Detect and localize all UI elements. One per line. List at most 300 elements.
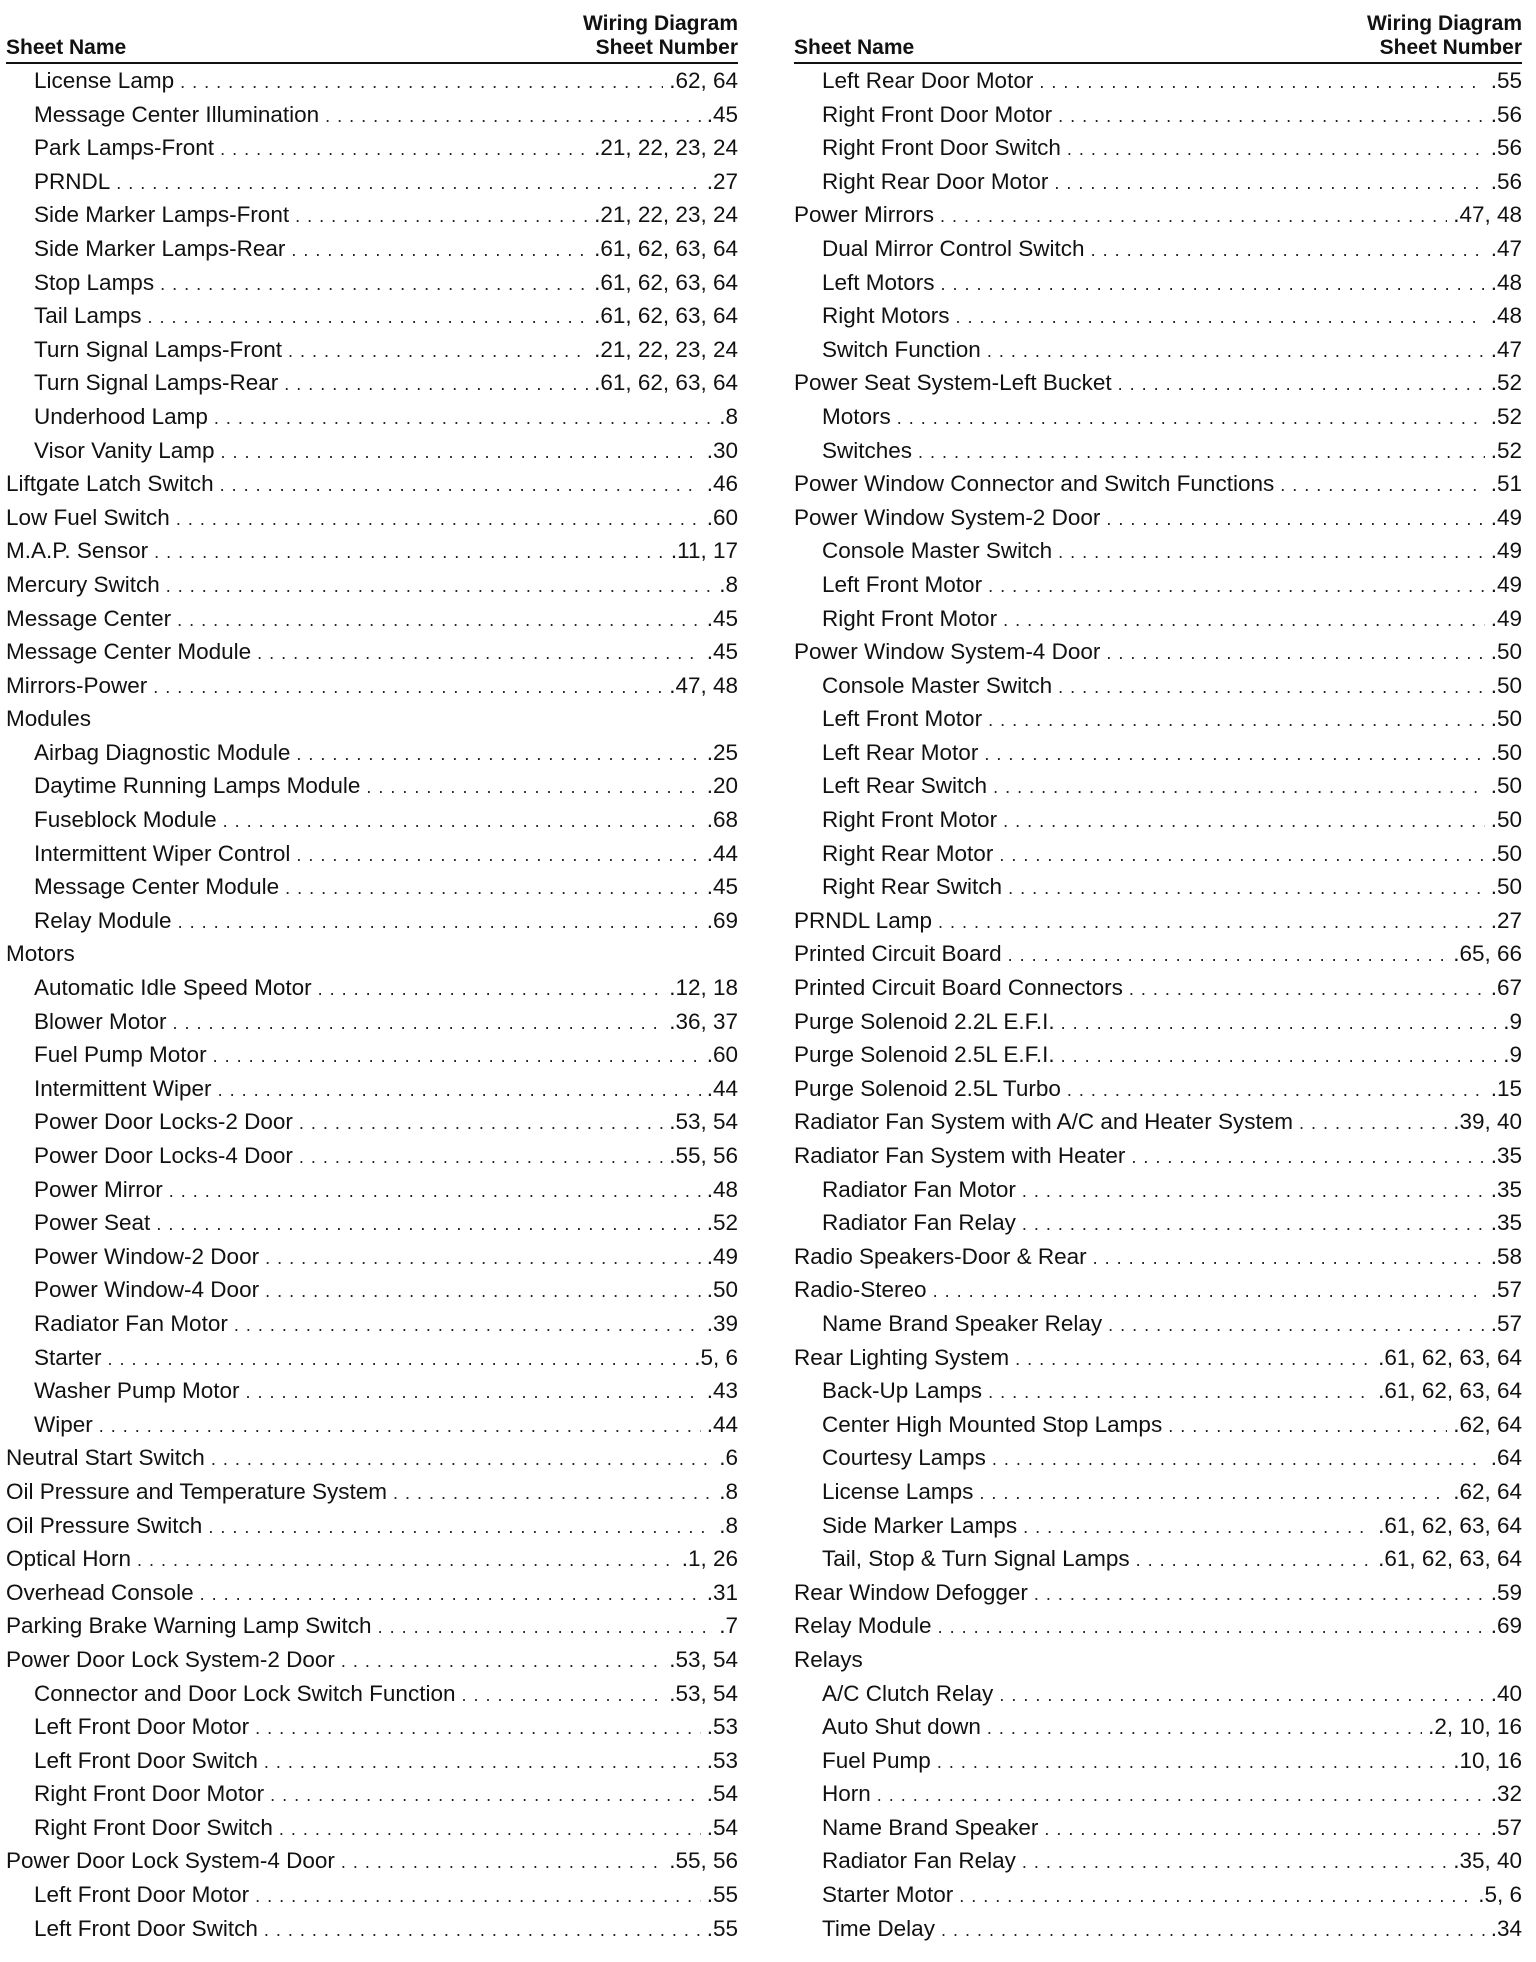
dot-leader xyxy=(979,1477,1447,1511)
entry-sheet-number: .50 xyxy=(1490,807,1522,833)
entry-sheet-number: .39, 40 xyxy=(1453,1109,1522,1135)
index-entry xyxy=(6,1441,738,1475)
dot-leader xyxy=(180,66,663,100)
entry-label: Left Rear Switch xyxy=(822,773,988,799)
entry-sheet-number: .44 xyxy=(706,1411,738,1437)
index-entry xyxy=(6,1509,738,1543)
entry-sheet-number: .50 xyxy=(1490,739,1522,765)
entry-label: Radio Speakers-Door & Rear xyxy=(794,1243,1087,1269)
dot-leader xyxy=(223,805,701,839)
dot-leader xyxy=(1022,1846,1447,1880)
dot-leader xyxy=(1280,469,1484,503)
sheet-number-heading xyxy=(583,12,738,60)
entry-label: Console Master Switch xyxy=(822,672,1053,698)
entry-sheet-number: .61, 62, 63, 64 xyxy=(1378,1378,1522,1404)
index-entry xyxy=(6,602,738,636)
entry-label: Message Center xyxy=(6,605,172,631)
entry-sheet-number: .56 xyxy=(1490,135,1522,161)
entry-sheet-number: .27 xyxy=(1490,907,1522,933)
entry-label: Power Window System-2 Door xyxy=(794,504,1101,530)
dot-leader xyxy=(999,839,1484,873)
entry-sheet-number: .68 xyxy=(706,807,738,833)
dot-leader xyxy=(941,1914,1485,1948)
entry-label: Oil Pressure and Temperature System xyxy=(6,1478,387,1504)
entry-sheet-number: .53, 54 xyxy=(669,1109,738,1135)
dot-leader xyxy=(1136,1544,1372,1578)
entry-label: Power Seat System-Left Bucket xyxy=(794,370,1112,396)
dot-leader xyxy=(1106,503,1484,537)
entry-sheet-number: .52 xyxy=(1490,370,1522,396)
index-entry xyxy=(6,1811,738,1845)
entry-sheet-number: .61, 62, 63, 64 xyxy=(594,235,738,261)
index-entry xyxy=(794,568,1522,602)
index-entry xyxy=(794,1139,1522,1173)
index-entry xyxy=(6,131,738,165)
entry-label: Power Door Lock System-2 Door xyxy=(6,1646,335,1672)
sheet-number-label: Sheet Number xyxy=(595,36,738,59)
entry-label: Printed Circuit Board xyxy=(794,941,1002,967)
entry-sheet-number: .47 xyxy=(1490,336,1522,362)
dot-leader xyxy=(200,1578,701,1612)
dot-leader xyxy=(108,1343,689,1377)
entry-sheet-number: .53, 54 xyxy=(669,1646,738,1672)
entry-sheet-number: .60 xyxy=(706,1042,738,1068)
index-entry xyxy=(6,1240,738,1274)
index-entry xyxy=(794,1542,1522,1576)
dot-leader xyxy=(1022,1208,1485,1242)
entry-label: Left Front Motor xyxy=(822,706,983,732)
entry-sheet-number: .1, 26 xyxy=(681,1546,738,1572)
entry-label: Visor Vanity Lamp xyxy=(34,437,215,463)
entry-sheet-number: .49 xyxy=(1490,605,1522,631)
entry-sheet-number: .30 xyxy=(706,437,738,463)
entry-sheet-number: .49 xyxy=(1490,504,1522,530)
dot-leader xyxy=(993,771,1485,805)
index-entry xyxy=(6,1307,738,1341)
column-header xyxy=(794,6,1522,64)
entry-label: Radiator Fan Motor xyxy=(34,1310,228,1336)
dot-leader xyxy=(897,402,1485,436)
entry-sheet-number: .49 xyxy=(706,1243,738,1269)
index-entry xyxy=(6,1475,738,1509)
index-entry xyxy=(6,434,738,468)
entry-sheet-number: .61, 62, 63, 64 xyxy=(1378,1344,1522,1370)
index-entry xyxy=(794,803,1522,837)
entry-sheet-number: .12, 18 xyxy=(669,975,738,1001)
entry-label: Side Marker Lamps-Front xyxy=(34,202,290,228)
dot-leader xyxy=(148,301,589,335)
entry-sheet-number: .7 xyxy=(719,1613,738,1639)
entry-label: Parking Brake Warning Lamp Switch xyxy=(6,1613,372,1639)
entry-sheet-number: .55 xyxy=(706,1882,738,1908)
index-entry xyxy=(794,1038,1522,1072)
entry-label: Relay Module xyxy=(34,907,172,933)
dot-leader xyxy=(1058,100,1485,134)
entry-sheet-number: .67 xyxy=(1490,975,1522,1001)
index-entry xyxy=(794,1173,1522,1207)
index-entry xyxy=(794,198,1522,232)
entry-label: Neutral Start Switch xyxy=(6,1445,205,1471)
entry-sheet-number: .45 xyxy=(706,101,738,127)
index-entry xyxy=(6,669,738,703)
dot-leader xyxy=(1058,536,1485,570)
entry-label: Left Front Door Switch xyxy=(34,1747,258,1773)
index-entry xyxy=(6,1341,738,1375)
entry-sheet-number: .47, 48 xyxy=(1453,202,1522,228)
entry-sheet-number: .35 xyxy=(1490,1210,1522,1236)
entry-label: Printed Circuit Board Connectors xyxy=(794,975,1123,1001)
entry-label: Turn Signal Lamps-Rear xyxy=(34,370,279,396)
entry-sheet-number: .20 xyxy=(706,773,738,799)
entry-label: Automatic Idle Speed Motor xyxy=(34,975,312,1001)
entry-label: Switch Function xyxy=(822,336,981,362)
dot-leader xyxy=(156,1208,700,1242)
index-entry xyxy=(794,870,1522,904)
index-column-right xyxy=(794,6,1522,1945)
entry-label: Side Marker Lamps-Rear xyxy=(34,235,286,261)
dot-leader xyxy=(153,671,663,705)
index-entry xyxy=(794,434,1522,468)
entry-sheet-number: .57 xyxy=(1490,1310,1522,1336)
entry-label: Dual Mirror Control Switch xyxy=(822,235,1085,261)
dot-leader xyxy=(366,771,700,805)
dot-leader xyxy=(378,1611,714,1645)
entry-sheet-number: .54 xyxy=(706,1814,738,1840)
entry-label: Park Lamps-Front xyxy=(34,135,215,161)
dot-leader xyxy=(166,570,713,604)
entry-sheet-number: .11, 17 xyxy=(670,538,738,564)
dot-leader xyxy=(1008,939,1448,973)
entry-label: Courtesy Lamps xyxy=(822,1445,986,1471)
entry-label: PRNDL xyxy=(34,168,111,194)
entry-label: Left Front Motor xyxy=(822,571,983,597)
entry-label: Low Fuel Switch xyxy=(6,504,170,530)
index-entry xyxy=(6,736,738,770)
index-entry xyxy=(794,467,1522,501)
entry-sheet-number: .69 xyxy=(706,907,738,933)
sheet-number-label: Sheet Number xyxy=(1379,36,1522,59)
entry-sheet-number: .50 xyxy=(1490,874,1522,900)
index-entry xyxy=(6,1038,738,1072)
dot-leader xyxy=(270,1779,701,1813)
index-entry xyxy=(794,98,1522,132)
entry-sheet-number: .54 xyxy=(706,1781,738,1807)
entry-label: Stop Lamps xyxy=(34,269,155,295)
entry-label: Right Front Door Switch xyxy=(822,135,1061,161)
entry-sheet-number: .50 xyxy=(1490,672,1522,698)
entry-sheet-number: .36, 37 xyxy=(669,1008,738,1034)
index-entry xyxy=(6,400,738,434)
index-entry xyxy=(794,1105,1522,1139)
entry-label: Horn xyxy=(822,1781,871,1807)
entry-label: Motors xyxy=(6,941,75,967)
index-entry xyxy=(6,1677,738,1711)
dot-leader xyxy=(177,604,701,638)
dot-leader xyxy=(208,1511,713,1545)
entry-label: Blower Motor xyxy=(34,1008,167,1034)
dot-leader xyxy=(116,167,700,201)
dot-leader xyxy=(941,268,1485,302)
dot-leader xyxy=(999,1679,1484,1713)
entry-sheet-number: .48 xyxy=(1490,303,1522,329)
dot-leader xyxy=(288,335,588,369)
entry-sheet-number: .50 xyxy=(1490,773,1522,799)
dot-leader xyxy=(1118,368,1485,402)
dot-leader xyxy=(1061,1040,1498,1074)
entry-label: Relays xyxy=(794,1646,863,1672)
index-entry xyxy=(6,501,738,535)
dot-leader xyxy=(918,436,1485,470)
index-entry xyxy=(6,198,738,232)
entry-label: Left Rear Motor xyxy=(822,739,979,765)
index-entry xyxy=(6,937,738,971)
dot-leader xyxy=(1015,1343,1372,1377)
dot-leader xyxy=(264,1746,701,1780)
entry-sheet-number: .61, 62, 63, 64 xyxy=(594,370,738,396)
index-rows-right xyxy=(794,64,1522,1945)
entry-label: Time Delay xyxy=(822,1915,935,1941)
entry-sheet-number: .59 xyxy=(1490,1579,1522,1605)
index-entry xyxy=(794,904,1522,938)
index-entry xyxy=(6,232,738,266)
entry-sheet-number: .47, 48 xyxy=(669,672,738,698)
index-entry xyxy=(794,1240,1522,1274)
index-entry xyxy=(6,904,738,938)
index-entry xyxy=(6,299,738,333)
index-entry xyxy=(6,1173,738,1207)
index-entry xyxy=(794,1912,1522,1946)
entry-sheet-number: .50 xyxy=(1490,639,1522,665)
entry-sheet-number: .56 xyxy=(1490,101,1522,127)
entry-label: Power Mirror xyxy=(34,1176,163,1202)
dot-leader xyxy=(1023,1511,1372,1545)
entry-label: Left Front Door Motor xyxy=(34,1714,250,1740)
entry-label: Liftgate Latch Switch xyxy=(6,471,214,497)
dot-leader xyxy=(279,1813,701,1847)
entry-sheet-number: .62, 64 xyxy=(1453,1411,1522,1437)
entry-label: Right Front Door Switch xyxy=(34,1814,273,1840)
entry-sheet-number: .8 xyxy=(719,571,738,597)
entry-label: Power Door Lock System-4 Door xyxy=(6,1848,335,1874)
index-entry xyxy=(6,534,738,568)
index-entry xyxy=(794,1206,1522,1240)
dot-leader xyxy=(1039,66,1484,100)
entry-label: Left Front Door Switch xyxy=(34,1915,258,1941)
entry-label: Modules xyxy=(6,706,92,732)
entry-label: Washer Pump Motor xyxy=(34,1378,240,1404)
entry-sheet-number: .55 xyxy=(1490,68,1522,93)
entry-label: Right Front Motor xyxy=(822,807,998,833)
dot-leader xyxy=(1091,234,1485,268)
sheet-name-heading: Sheet Name xyxy=(794,36,915,59)
dot-leader xyxy=(341,1645,663,1679)
index-entry xyxy=(794,1643,1522,1677)
dot-leader xyxy=(245,1376,700,1410)
entry-sheet-number: .61, 62, 63, 64 xyxy=(1378,1546,1522,1572)
entry-sheet-number: .53, 54 xyxy=(669,1680,738,1706)
entry-sheet-number: .60 xyxy=(706,504,738,530)
entry-label: Fuel Pump Motor xyxy=(34,1042,207,1068)
entry-sheet-number: .8 xyxy=(719,1478,738,1504)
index-entry xyxy=(6,568,738,602)
index-entry xyxy=(794,266,1522,300)
entry-sheet-number: .49 xyxy=(1490,538,1522,564)
entry-sheet-number: .8 xyxy=(719,403,738,429)
dot-leader xyxy=(154,536,665,570)
dot-leader xyxy=(1044,1813,1484,1847)
dot-leader xyxy=(1067,133,1485,167)
dot-leader xyxy=(265,1242,701,1276)
entry-label: License Lamp xyxy=(34,68,175,93)
entry-label: Tail, Stop & Turn Signal Lamps xyxy=(822,1546,1130,1572)
entry-label: Name Brand Speaker Relay xyxy=(822,1310,1103,1336)
index-entry xyxy=(6,1105,738,1139)
index-entry xyxy=(794,1509,1522,1543)
index-entry xyxy=(794,1844,1522,1878)
entry-label: Relay Module xyxy=(794,1613,932,1639)
dot-leader xyxy=(1093,1242,1485,1276)
column-header xyxy=(6,6,738,64)
entry-sheet-number: .49 xyxy=(1490,571,1522,597)
index-entry xyxy=(6,1643,738,1677)
entry-label: Left Motors xyxy=(822,269,935,295)
dot-leader xyxy=(257,637,701,671)
entry-sheet-number: .52 xyxy=(1490,437,1522,463)
entry-label: Radiator Fan Motor xyxy=(822,1176,1016,1202)
entry-label: Right Motors xyxy=(822,303,950,329)
entry-label: Airbag Diagnostic Module xyxy=(34,739,291,765)
index-entry xyxy=(6,870,738,904)
entry-sheet-number: .62, 64 xyxy=(1453,1478,1522,1504)
entry-label: Daytime Running Lamps Module xyxy=(34,773,361,799)
index-entry xyxy=(794,333,1522,367)
entry-sheet-number: .5, 6 xyxy=(694,1344,738,1370)
dot-leader xyxy=(211,1443,713,1477)
entry-label: Left Front Door Motor xyxy=(34,1882,250,1908)
dot-leader xyxy=(1067,1074,1485,1108)
entry-sheet-number: .64 xyxy=(1490,1445,1522,1471)
index-entry xyxy=(794,602,1522,636)
entry-label: Radiator Fan Relay xyxy=(822,1210,1016,1236)
dot-leader xyxy=(1299,1107,1447,1141)
index-entry xyxy=(6,64,738,98)
entry-label: Rear Lighting System xyxy=(794,1344,1010,1370)
index-entry xyxy=(6,803,738,837)
entry-label: Center High Mounted Stop Lamps xyxy=(822,1411,1163,1437)
entry-sheet-number: .50 xyxy=(1490,706,1522,732)
entry-sheet-number: .6 xyxy=(719,1445,738,1471)
entry-label: A/C Clutch Relay xyxy=(822,1680,994,1706)
entry-label: M.A.P. Sensor xyxy=(6,538,149,564)
entry-label: PRNDL Lamp xyxy=(794,907,932,933)
dot-leader xyxy=(1008,872,1485,906)
index-entry xyxy=(794,837,1522,871)
entry-label: Power Window Connector and Switch Functions xyxy=(794,471,1275,497)
dot-leader xyxy=(1034,1578,1485,1612)
entry-label: Right Rear Door Motor xyxy=(822,168,1049,194)
dot-leader xyxy=(234,1309,701,1343)
index-entry xyxy=(794,131,1522,165)
entry-sheet-number: .27 xyxy=(706,168,738,194)
entry-sheet-number: .56 xyxy=(1490,168,1522,194)
index-entry xyxy=(6,769,738,803)
entry-sheet-number: .21, 22, 23, 24 xyxy=(594,135,738,161)
entry-label: Starter Motor xyxy=(822,1882,954,1908)
entry-sheet-number: .57 xyxy=(1490,1814,1522,1840)
index-entry xyxy=(794,1307,1522,1341)
dot-leader xyxy=(933,1275,1485,1309)
entry-label: Back-Up Lamps xyxy=(822,1378,983,1404)
entry-label: Right Front Door Motor xyxy=(822,101,1053,127)
dot-leader xyxy=(213,1040,701,1074)
entry-label: Mirrors-Power xyxy=(6,672,148,698)
entry-sheet-number: .57 xyxy=(1490,1277,1522,1303)
dot-leader xyxy=(1108,1309,1485,1343)
dot-leader xyxy=(325,100,701,134)
entry-label: Overhead Console xyxy=(6,1579,194,1605)
index-entry xyxy=(794,1441,1522,1475)
entry-label: Power Mirrors xyxy=(794,202,935,228)
entry-label: Rear Window Defogger xyxy=(794,1579,1028,1605)
dot-leader xyxy=(285,872,701,906)
entry-sheet-number: .53 xyxy=(706,1747,738,1773)
entry-sheet-number: .25 xyxy=(706,739,738,765)
entry-sheet-number: .9 xyxy=(1503,1042,1522,1068)
index-entry xyxy=(6,635,738,669)
index-entry xyxy=(6,1710,738,1744)
entry-label: Radiator Fan System with A/C and Heater System xyxy=(794,1109,1293,1135)
entry-sheet-number: .35 xyxy=(1490,1143,1522,1168)
dot-leader xyxy=(1131,1141,1484,1175)
entry-label: Optical Horn xyxy=(6,1546,132,1572)
index-entry xyxy=(794,1005,1522,1039)
dot-leader xyxy=(1022,1175,1485,1209)
index-entry xyxy=(794,769,1522,803)
index-entry xyxy=(6,1542,738,1576)
entry-sheet-number: .21, 22, 23, 24 xyxy=(594,202,738,228)
dot-leader xyxy=(461,1679,663,1713)
index-entry xyxy=(794,1744,1522,1778)
index-entry xyxy=(794,702,1522,736)
entry-sheet-number: .69 xyxy=(1490,1613,1522,1639)
entry-label: Intermittent Wiper Control xyxy=(34,840,291,866)
index-entry xyxy=(6,1912,738,1946)
dot-leader xyxy=(341,1846,663,1880)
entry-sheet-number: .55, 56 xyxy=(669,1143,738,1168)
entry-label: Console Master Switch xyxy=(822,538,1053,564)
index-entry xyxy=(6,1072,738,1106)
entry-label: Starter xyxy=(34,1344,102,1370)
entry-sheet-number: .31 xyxy=(706,1579,738,1605)
index-entry xyxy=(794,501,1522,535)
index-entry xyxy=(794,1072,1522,1106)
entry-label: Right Front Door Motor xyxy=(34,1781,265,1807)
entry-sheet-number: .61, 62, 63, 64 xyxy=(594,303,738,329)
index-entry xyxy=(6,1206,738,1240)
index-entry xyxy=(6,1273,738,1307)
index-entry xyxy=(794,299,1522,333)
entry-label: Underhood Lamp xyxy=(34,403,208,429)
entry-sheet-number: .8 xyxy=(719,1512,738,1538)
dot-leader xyxy=(1106,637,1484,671)
index-entry xyxy=(794,232,1522,266)
entry-sheet-number: .52 xyxy=(706,1210,738,1236)
dot-leader xyxy=(137,1544,676,1578)
entry-sheet-number: .61, 62, 63, 64 xyxy=(1378,1512,1522,1538)
index-entry xyxy=(6,1844,738,1878)
entry-sheet-number: .55 xyxy=(706,1915,738,1941)
index-entry xyxy=(6,333,738,367)
